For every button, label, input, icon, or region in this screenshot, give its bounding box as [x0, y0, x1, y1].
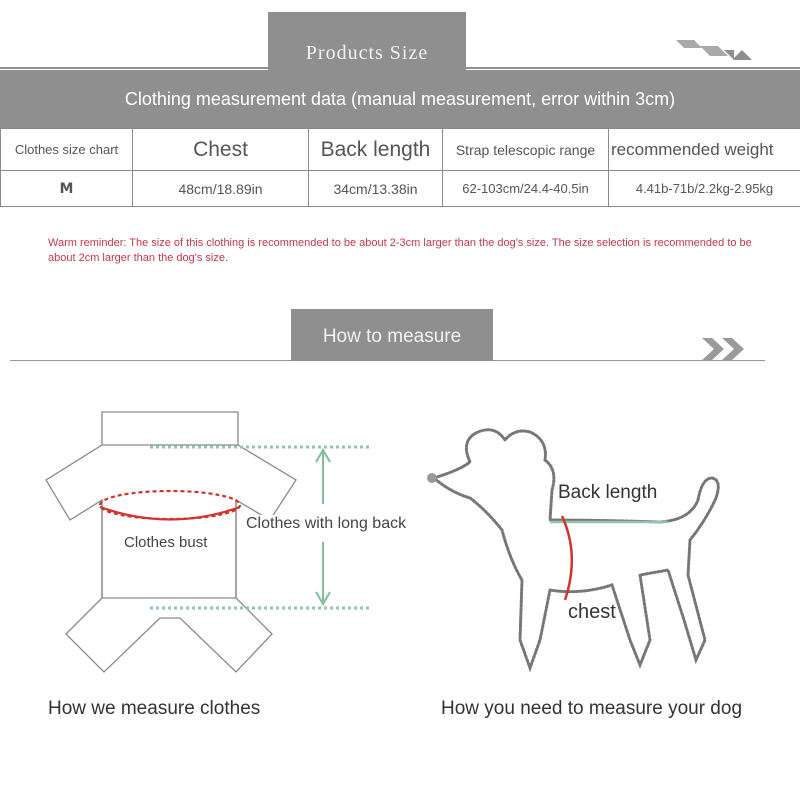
double-chevron-icon — [700, 336, 750, 362]
cell-size: M — [1, 171, 133, 207]
col-strap-range: Strap telescopic range — [443, 129, 609, 171]
col-back-length: Back length — [309, 129, 443, 171]
bust-ellipse-bottom — [100, 507, 240, 520]
table-row — [1, 171, 800, 207]
col-recommended-weight: recommended weight — [609, 129, 800, 171]
right-caption: How you need to measure your dog — [441, 698, 743, 719]
cell-strap: 62-103cm/24.4-40.5in — [443, 171, 609, 207]
products-size-banner — [268, 12, 466, 70]
dog-nose — [427, 473, 437, 483]
back-length-label: Back length — [558, 482, 658, 503]
size-table — [0, 70, 800, 207]
bust-ellipse-top — [100, 491, 240, 519]
table-header-row — [1, 129, 800, 171]
chest-strap-line — [562, 516, 572, 600]
section-title: How to measure — [322, 326, 462, 347]
cell-chest: 48cm/18.89in — [133, 171, 309, 207]
clothes-bust-label: Clothes bust — [124, 534, 208, 551]
table-heading: Clothing measurement data (manual measurement, error within 3cm) — [0, 70, 800, 128]
col-chest: Chest — [133, 129, 309, 171]
how-to-measure-banner — [291, 309, 493, 361]
long-back-label: Clothes with long back — [246, 515, 407, 532]
warm-reminder: Warm reminder: The size of this clothing is recommended to be about 2-3cm larger than the dog's size. The size selection is recommended to be about 2cm larger than the dog's size. — [48, 237, 752, 264]
dog-outline — [434, 430, 718, 668]
cell-weight: 4.41b-71b/2.2kg-2.95kg — [609, 171, 800, 207]
left-caption: How we measure clothes — [48, 698, 261, 719]
page-title: Products Size — [305, 42, 429, 64]
chest-label: chest — [568, 601, 616, 623]
cell-back-length: 34cm/13.38in — [309, 171, 443, 207]
chevrons-icon — [672, 36, 762, 66]
col-size-chart: Clothes size chart — [1, 129, 133, 171]
